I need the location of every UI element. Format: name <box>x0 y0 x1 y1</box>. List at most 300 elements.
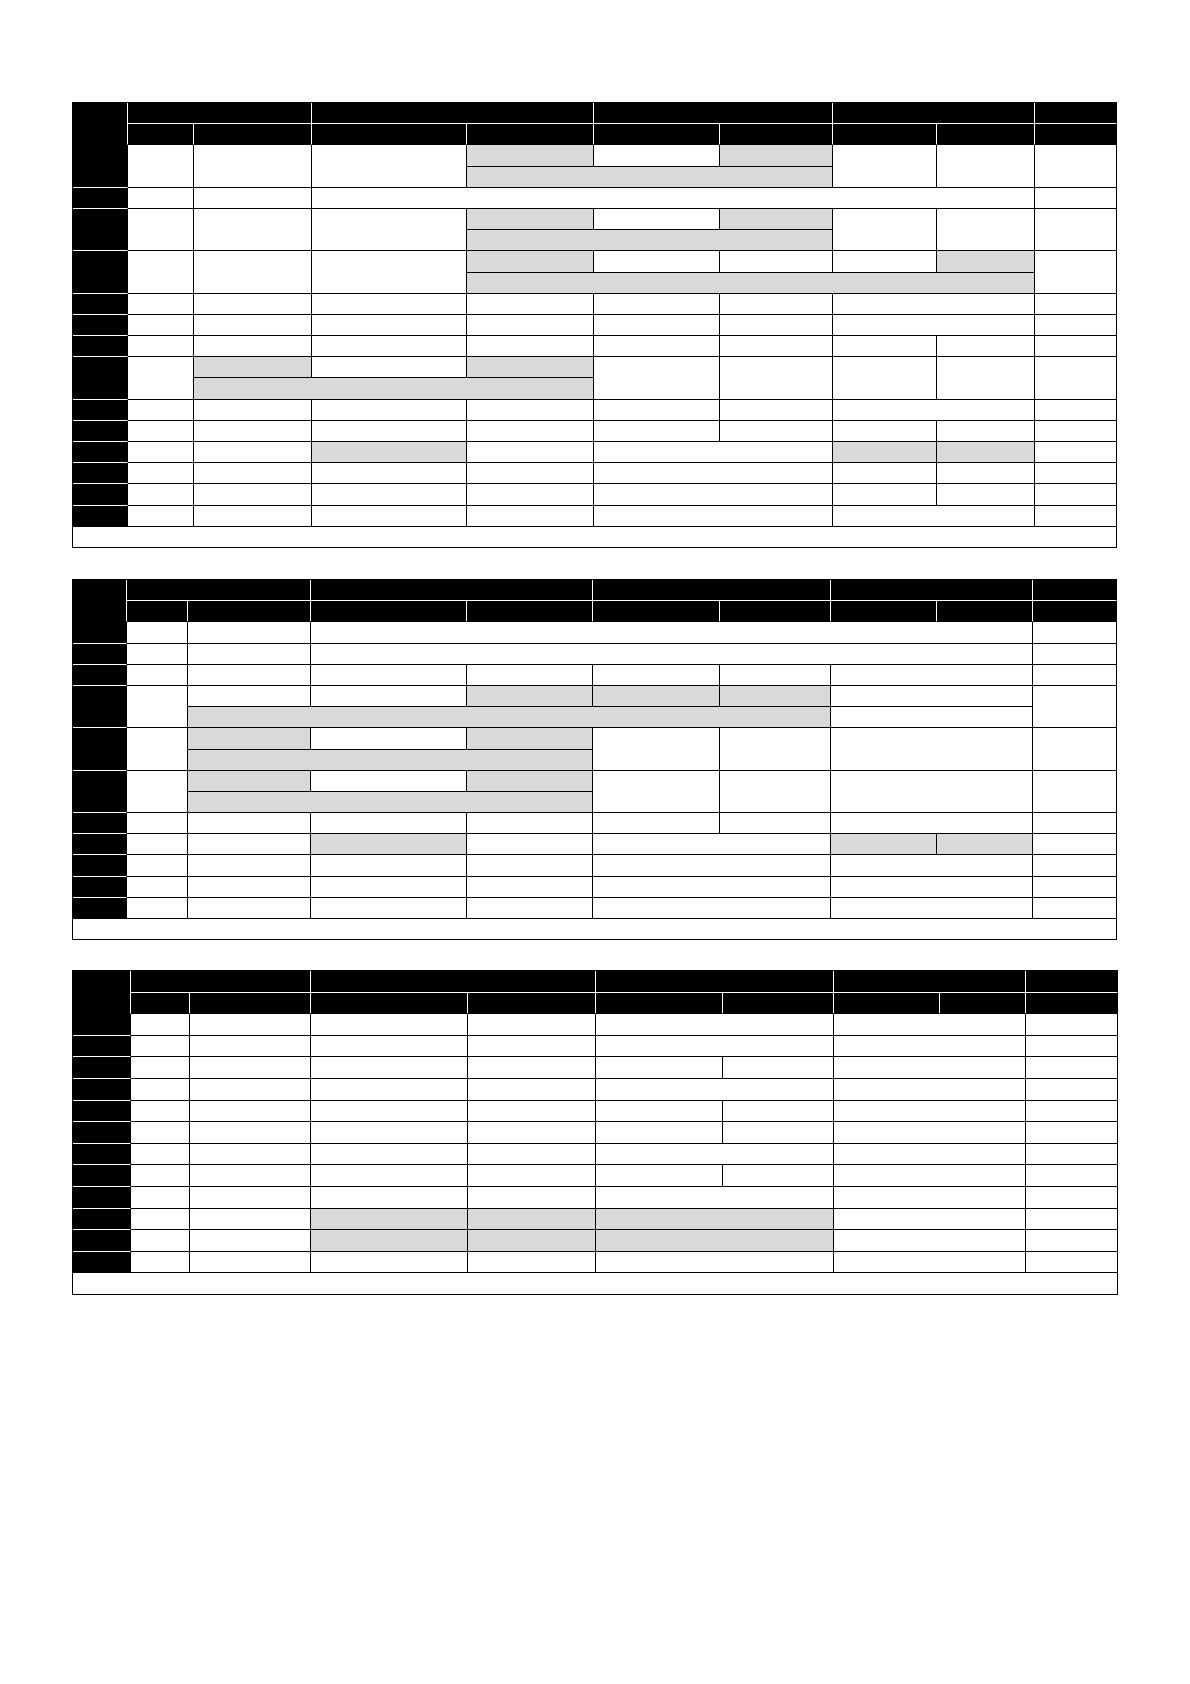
table-cell <box>594 484 833 505</box>
table-cell <box>1035 294 1117 315</box>
table-cell <box>468 1122 596 1144</box>
table-cell <box>1033 771 1117 813</box>
group-header-cell <box>834 971 1026 993</box>
table-cell <box>190 1187 311 1209</box>
table-cell <box>190 1230 311 1252</box>
group-header-cell <box>311 580 593 601</box>
table-row <box>73 1057 1118 1079</box>
table-cell <box>596 1014 834 1036</box>
column-header-cell <box>720 124 833 145</box>
table-cell <box>467 294 594 315</box>
header-row <box>73 124 1117 145</box>
table-cell <box>1033 665 1117 686</box>
table-cell <box>1026 1057 1118 1079</box>
table-cell <box>1035 145 1117 187</box>
table-cell <box>312 294 467 315</box>
table-cell <box>190 1101 311 1123</box>
table-cell <box>596 1036 834 1058</box>
table-cell <box>190 1252 311 1274</box>
corner-header-cell <box>73 971 131 1014</box>
column-header-cell <box>937 601 1033 622</box>
row-header-cell <box>73 1057 131 1079</box>
table-cell <box>312 251 467 293</box>
table-cell <box>468 1101 596 1123</box>
table-cell <box>1035 209 1117 251</box>
table-cell <box>723 1165 834 1187</box>
table-cell <box>834 1101 1026 1123</box>
corner-header-cell <box>73 103 128 145</box>
table-row <box>73 463 1117 484</box>
table-cell <box>831 771 1033 813</box>
table-cell <box>188 644 311 665</box>
table-cell <box>834 1057 1026 1079</box>
table-cell <box>596 1165 723 1187</box>
group-header-cell <box>833 103 1035 124</box>
group-header-cell <box>596 971 834 993</box>
table-cell <box>467 898 593 919</box>
table-cell <box>594 421 720 442</box>
table-cell <box>194 145 312 187</box>
table-cell <box>468 1036 596 1058</box>
table-cell <box>312 315 467 336</box>
table-cell <box>1035 315 1117 336</box>
table-cell <box>833 209 937 251</box>
table-row <box>73 294 1117 315</box>
table-cell <box>594 315 720 336</box>
table-cell <box>596 1079 834 1101</box>
table-cell <box>188 877 311 898</box>
shaded-cell <box>467 251 594 272</box>
table-cell <box>596 1122 723 1144</box>
table-cell <box>596 1144 834 1166</box>
column-header-cell <box>834 993 940 1015</box>
table-cell <box>188 898 311 919</box>
table-cell <box>127 813 188 834</box>
shaded-cell <box>467 771 593 792</box>
table-cell <box>831 877 1033 898</box>
row-header-cell <box>73 622 127 643</box>
table-row <box>73 188 1117 209</box>
column-header-cell <box>128 124 194 145</box>
shaded-cell <box>937 834 1033 855</box>
table-row <box>73 834 1117 855</box>
table-cell <box>312 484 467 505</box>
table-cell <box>594 442 833 463</box>
shaded-cell <box>467 167 833 188</box>
table-cell <box>1026 1230 1118 1252</box>
table-cell <box>311 1165 468 1187</box>
table-cell <box>468 1079 596 1101</box>
footer-row <box>73 527 1117 548</box>
table-cell <box>1035 484 1117 505</box>
table-cell <box>190 1144 311 1166</box>
row-header-cell <box>73 1144 131 1166</box>
shaded-cell <box>468 1209 596 1231</box>
row-header-cell <box>73 315 128 336</box>
table-cell <box>1033 686 1117 728</box>
shaded-cell <box>596 1230 834 1252</box>
table-cell <box>833 484 937 505</box>
row-header-cell <box>73 1079 131 1101</box>
table-row <box>73 877 1117 898</box>
shaded-cell <box>467 357 594 378</box>
row-header-cell <box>73 442 128 463</box>
table-cell <box>128 463 194 484</box>
table-cell <box>190 1079 311 1101</box>
shaded-cell <box>188 792 593 813</box>
table-cell <box>1026 1252 1118 1274</box>
table-cell <box>596 1252 834 1274</box>
row-header-cell <box>73 771 127 813</box>
header-row <box>73 103 1117 124</box>
table-row <box>73 1122 1118 1144</box>
column-header-cell <box>831 601 937 622</box>
table-cell <box>467 813 593 834</box>
table-cell <box>720 315 833 336</box>
table-cell <box>467 506 594 527</box>
table-cell <box>131 1187 190 1209</box>
row-header-cell <box>73 506 128 527</box>
group-header-cell <box>127 580 311 601</box>
table-cell <box>131 1230 190 1252</box>
table-cell <box>311 1057 468 1079</box>
row-header-cell <box>73 145 128 187</box>
table-cell <box>720 400 833 421</box>
table-cell <box>468 1144 596 1166</box>
table-cell <box>131 1252 190 1274</box>
shaded-cell <box>467 273 1035 294</box>
column-header-cell <box>1033 601 1117 622</box>
table-cell <box>468 1014 596 1036</box>
table-cell <box>312 421 467 442</box>
table-cell <box>937 209 1035 251</box>
column-header-cell <box>596 993 723 1015</box>
table-cell <box>1033 728 1117 770</box>
row-header-cell <box>73 209 128 251</box>
group-header-cell <box>128 103 312 124</box>
table-cell <box>127 855 188 876</box>
shaded-cell <box>593 686 720 707</box>
table-cell <box>834 1165 1026 1187</box>
table-cell <box>467 421 594 442</box>
table-cell <box>311 686 467 707</box>
row-header-cell <box>73 336 128 357</box>
shaded-cell <box>188 707 831 728</box>
table-cell <box>834 1230 1026 1252</box>
table-row <box>73 1252 1118 1274</box>
table-cell <box>1033 855 1117 876</box>
table-cell <box>596 1187 834 1209</box>
row-header-cell <box>73 1187 131 1209</box>
footer-row <box>73 919 1117 940</box>
table-cell <box>594 336 720 357</box>
table-cell <box>831 665 1033 686</box>
column-header-cell <box>127 601 188 622</box>
header-row <box>73 971 1118 993</box>
table-cell <box>593 855 831 876</box>
group-header-cell <box>1026 971 1118 993</box>
table-cell <box>128 357 194 399</box>
row-header-cell <box>73 1036 131 1058</box>
table-cell <box>1035 463 1117 484</box>
table-row <box>73 728 1117 749</box>
column-header-cell <box>593 601 720 622</box>
row-header-cell <box>73 1209 131 1231</box>
table-cell <box>593 771 720 813</box>
column-header-cell <box>468 993 596 1015</box>
table-cell <box>312 463 467 484</box>
table-cell <box>194 506 312 527</box>
shaded-cell <box>188 728 311 749</box>
table-cell <box>128 506 194 527</box>
table-cell <box>1026 1036 1118 1058</box>
table-cell <box>127 665 188 686</box>
table-row <box>73 1187 1118 1209</box>
table-cell <box>311 1144 468 1166</box>
table-cell <box>194 442 312 463</box>
table-cell <box>594 357 720 399</box>
table-cell <box>127 644 188 665</box>
table-cell <box>833 421 937 442</box>
table-cell <box>1035 251 1117 293</box>
column-header-cell <box>467 124 594 145</box>
row-header-cell <box>73 1230 131 1252</box>
table-cell <box>596 1101 723 1123</box>
table-row <box>73 1079 1118 1101</box>
table-cell <box>594 209 720 230</box>
table-row <box>73 1165 1118 1187</box>
table-cell <box>194 188 312 209</box>
group-header-cell <box>831 580 1033 601</box>
column-header-cell <box>467 601 593 622</box>
table-cell <box>1033 877 1117 898</box>
column-header-cell <box>188 601 311 622</box>
table-cell <box>188 665 311 686</box>
table-cell <box>593 877 831 898</box>
table-cell <box>831 707 1033 728</box>
table-cell <box>131 1165 190 1187</box>
row-header-cell <box>73 1122 131 1144</box>
table-cell <box>188 834 311 855</box>
table-cell <box>128 336 194 357</box>
table-cell <box>467 400 594 421</box>
table-cell <box>128 294 194 315</box>
table-cell <box>833 400 1035 421</box>
table-cell <box>723 1057 834 1079</box>
column-header-cell <box>311 993 468 1015</box>
table-cell <box>128 209 194 251</box>
table-cell <box>1026 1101 1118 1123</box>
column-header-cell <box>312 124 467 145</box>
table-cell <box>131 1036 190 1058</box>
table-cell <box>467 463 594 484</box>
table-cell <box>127 622 188 643</box>
table-cell <box>833 357 937 399</box>
table-cell <box>834 1144 1026 1166</box>
table-cell <box>131 1101 190 1123</box>
table-cell <box>937 357 1035 399</box>
table-row <box>73 251 1117 272</box>
table-row <box>73 1230 1118 1252</box>
column-header-cell <box>194 124 312 145</box>
table-cell <box>834 1187 1026 1209</box>
table-cell <box>128 145 194 187</box>
table-cell <box>467 442 594 463</box>
group-header-cell <box>1033 580 1117 601</box>
table-cell <box>194 251 312 293</box>
table-cell <box>720 421 833 442</box>
table-cell <box>131 1122 190 1144</box>
table-cell <box>128 315 194 336</box>
table-cell <box>467 484 594 505</box>
table-row <box>73 707 1117 728</box>
table-cell <box>1033 813 1117 834</box>
row-header-cell <box>73 1014 131 1036</box>
table-cell <box>127 686 188 728</box>
row-header-cell <box>73 898 127 919</box>
row-header-cell <box>73 463 128 484</box>
table-cell <box>833 251 937 272</box>
table-cell <box>311 644 1033 665</box>
group-header-cell <box>312 103 594 124</box>
table-cell <box>312 336 467 357</box>
table-cell <box>194 294 312 315</box>
table-cell <box>596 1057 723 1079</box>
table-cell <box>194 400 312 421</box>
table-cell <box>311 1101 468 1123</box>
shaded-cell <box>720 145 833 166</box>
column-header-cell <box>937 124 1035 145</box>
table-cell <box>593 728 720 770</box>
table-cell <box>833 145 937 187</box>
shaded-cell <box>831 834 937 855</box>
table-cell <box>720 771 831 813</box>
row-header-cell <box>73 484 128 505</box>
shaded-cell <box>467 230 833 251</box>
table-cell <box>833 463 937 484</box>
table-row <box>73 855 1117 876</box>
timetable-3 <box>72 970 1118 1295</box>
table-cell <box>131 1079 190 1101</box>
corner-header-cell <box>73 580 127 622</box>
row-header-cell <box>73 251 128 293</box>
table-cell <box>128 484 194 505</box>
table-cell <box>594 294 720 315</box>
table-row <box>73 336 1117 357</box>
row-header-cell <box>73 877 127 898</box>
table-cell <box>127 877 188 898</box>
row-header-cell <box>73 357 128 399</box>
table-cell <box>720 336 833 357</box>
table-cell <box>131 1144 190 1166</box>
table-cell <box>834 1014 1026 1036</box>
table-row <box>73 506 1117 527</box>
shaded-cell <box>188 750 593 771</box>
table-cell <box>194 209 312 251</box>
shaded-cell <box>194 378 594 399</box>
table-cell <box>720 728 831 770</box>
table-row <box>73 644 1117 665</box>
table-cell <box>311 1252 468 1274</box>
group-header-cell <box>131 971 311 993</box>
table-cell <box>131 1057 190 1079</box>
table-cell <box>1026 1209 1118 1231</box>
row-header-cell <box>73 686 127 728</box>
table-cell <box>467 877 593 898</box>
table-cell <box>190 1122 311 1144</box>
table-cell <box>190 1057 311 1079</box>
table-cell <box>593 813 720 834</box>
table-row <box>73 813 1117 834</box>
table-cell <box>468 1252 596 1274</box>
table-cell <box>131 1014 190 1036</box>
table-cell <box>834 1122 1026 1144</box>
table-row <box>73 686 1117 707</box>
table-cell <box>833 294 1035 315</box>
table-cell <box>467 665 593 686</box>
table-cell <box>312 357 467 378</box>
column-header-cell <box>720 601 831 622</box>
table-cell <box>720 813 831 834</box>
table-cell <box>1035 336 1117 357</box>
row-header-cell <box>73 400 128 421</box>
table-cell <box>312 506 467 527</box>
row-header-cell <box>73 188 128 209</box>
table-cell <box>188 855 311 876</box>
table-cell <box>593 665 720 686</box>
table-cell <box>467 855 593 876</box>
table-cell <box>937 463 1035 484</box>
table-cell <box>188 813 311 834</box>
column-header-cell <box>940 993 1026 1015</box>
table-cell <box>834 1036 1026 1058</box>
table-cell <box>833 336 937 357</box>
row-header-cell <box>73 855 127 876</box>
shaded-cell <box>194 357 312 378</box>
table-cell <box>937 421 1035 442</box>
column-header-cell <box>594 124 720 145</box>
row-header-cell <box>73 294 128 315</box>
shaded-cell <box>188 771 311 792</box>
table-cell <box>1035 442 1117 463</box>
table-cell <box>1035 357 1117 399</box>
table-cell <box>467 315 594 336</box>
table-cell <box>1026 1165 1118 1187</box>
table-cell <box>468 1057 596 1079</box>
table-cell <box>467 834 593 855</box>
table-row <box>73 898 1117 919</box>
table-cell <box>312 400 467 421</box>
shaded-cell <box>312 442 467 463</box>
footer-row <box>73 1273 1118 1295</box>
table-cell <box>190 1209 311 1231</box>
group-header-cell <box>1035 103 1117 124</box>
table-row <box>73 400 1117 421</box>
shaded-cell <box>467 145 594 166</box>
table-cell <box>467 336 594 357</box>
table-cell <box>1026 1014 1118 1036</box>
table-cell <box>723 1122 834 1144</box>
table-cell <box>831 686 1033 707</box>
table-row <box>73 1144 1118 1166</box>
table-cell <box>1035 400 1117 421</box>
table-cell <box>131 1209 190 1231</box>
table-cell <box>1026 1187 1118 1209</box>
table-row <box>73 209 1117 230</box>
header-row <box>73 580 1117 601</box>
table-cell <box>1035 506 1117 527</box>
table-cell <box>311 728 467 749</box>
